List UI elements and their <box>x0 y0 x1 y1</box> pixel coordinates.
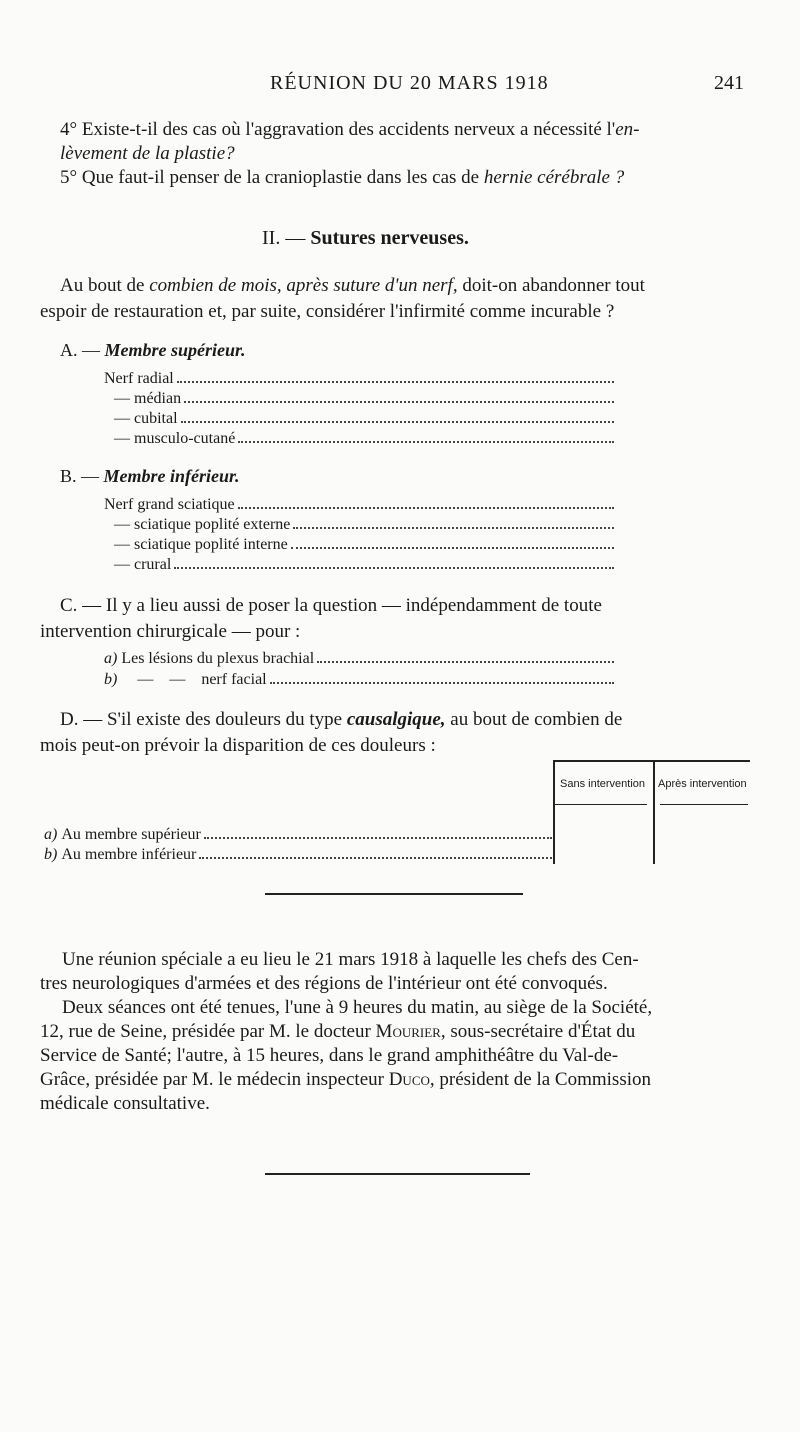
q4-italic: en- <box>615 119 640 140</box>
closing-p2-line-3: Service de Santé; l'autre, à 15 heures, dans le grand amphithéâtre du Val-de- <box>40 1045 619 1066</box>
q4-text: Existe-t-il des cas où l'aggravation des accidents nerveux a nécessité l' <box>81 119 616 140</box>
question-5 <box>60 164 624 191</box>
closing-p2-line-2 <box>40 1018 635 1045</box>
question-4-line-1 <box>60 116 640 143</box>
intro-italic-2: après <box>286 275 329 296</box>
leader-dots <box>184 400 614 403</box>
intro-italic-3: suture d'un nerf, <box>333 275 458 296</box>
list-item-label: — sciatique poplité externe <box>114 516 291 533</box>
table-col-divider <box>553 760 555 864</box>
closing-p1-line-2: tres neurologiques d'armées et des régions de l'intérieur ont été convoqués. <box>40 973 608 994</box>
closing-p2-line-4 <box>40 1066 651 1093</box>
part-d-rows <box>44 826 552 866</box>
page-number: 241 <box>714 72 744 94</box>
leader-dots <box>204 836 552 839</box>
part-b-label: B. — <box>60 466 100 486</box>
leader-dots <box>270 681 614 684</box>
list-item <box>114 390 614 410</box>
leader-dots <box>317 660 614 663</box>
list-item-label: — médian <box>114 390 182 407</box>
section-number: II. — <box>262 227 306 249</box>
list-item <box>104 671 614 692</box>
question-4-line-2: lèvement de la plastie? <box>60 143 235 164</box>
list-item-label: — crural <box>114 556 172 573</box>
table-row <box>44 826 552 846</box>
intro-text-2: doit-on abandonner tout <box>462 275 645 296</box>
header-year: 1918 <box>504 72 549 94</box>
part-d-text: D. — S'il existe des douleurs du type <box>60 709 343 730</box>
list-item <box>114 410 614 430</box>
list-item-label: — musculo-cutané <box>114 430 236 447</box>
person-name: Duco, <box>388 1069 435 1090</box>
part-c-list <box>104 650 614 692</box>
part-d-line-2: mois peut-on prévoir la disparition de ces douleurs : <box>40 735 436 756</box>
part-d-italic: causalgique, <box>346 709 446 730</box>
part-b-heading <box>60 466 240 487</box>
item-letter: a) <box>104 650 118 667</box>
leader-dots <box>199 856 552 859</box>
q5-text: Que faut-il penser de la cranioplastie dans les cas de <box>81 167 480 188</box>
part-c-line-1: C. — Il y a lieu aussi de poser la question — indépendamment de toute <box>60 595 602 616</box>
header-day: 20 <box>409 72 432 94</box>
table-header-rule <box>660 804 748 805</box>
list-item-label: Les lésions du plexus brachial <box>121 650 315 667</box>
table-header-sans: Sans intervention <box>560 778 645 790</box>
closing-p2-line-1: Deux séances ont été tenues, l'une à 9 heures du matin, au siège de la Société, <box>62 997 653 1018</box>
closing-text-2: sous-secrétaire d'État du <box>450 1021 636 1042</box>
part-a-heading <box>60 340 246 361</box>
leader-dots <box>181 420 614 423</box>
row-label: Au membre inférieur <box>61 846 197 863</box>
part-c-line-2: intervention chirurgicale — pour : <box>40 621 301 642</box>
leader-dots <box>238 506 614 509</box>
list-item <box>114 556 614 576</box>
section-separator <box>265 893 523 895</box>
list-item <box>114 536 614 556</box>
item-letter: b) <box>104 671 118 688</box>
person-name: Mourier, <box>375 1021 446 1042</box>
q5-italic: hernie cérébrale <box>483 167 610 188</box>
table-row <box>44 846 552 866</box>
part-d-text-2: au bout de combien de <box>450 709 623 730</box>
intro-text-1: Au bout de <box>60 275 145 296</box>
closing-p1-line-1: Une réunion spéciale a eu lieu le 21 mars 1918 à laquelle les chefs des Cen- <box>62 949 639 970</box>
row-label: Au membre supérieur <box>61 826 201 843</box>
list-item-label: — cubital <box>114 410 178 427</box>
leader-dots <box>174 566 614 569</box>
header-prefix: RÉUNION DU <box>270 72 404 94</box>
leader-dots <box>291 546 614 549</box>
part-a-title: Membre supérieur. <box>104 340 246 360</box>
list-item <box>104 650 614 671</box>
q4-number: 4° <box>60 119 78 140</box>
part-b-list <box>104 496 614 576</box>
part-b-title: Membre inférieur. <box>103 466 240 486</box>
table-header-rule <box>555 804 647 805</box>
section-intro-line-1 <box>60 272 645 299</box>
table-col-divider <box>653 760 655 864</box>
end-separator <box>265 1173 530 1175</box>
list-item <box>114 516 614 536</box>
closing-text: Grâce, présidée par M. le médecin inspecteur <box>40 1069 384 1090</box>
row-letter: a) <box>44 826 58 843</box>
part-d-line-1 <box>60 706 622 733</box>
list-item <box>104 370 614 390</box>
running-header <box>270 72 549 95</box>
closing-text-2: président de la Commission <box>439 1069 651 1090</box>
closing-p2-line-5: médicale consultative. <box>40 1093 210 1114</box>
list-item <box>114 430 614 450</box>
list-item-label: — — nerf facial <box>137 671 267 688</box>
list-item <box>104 496 614 516</box>
section-title <box>262 227 469 250</box>
q5-number: 5° <box>60 167 78 188</box>
intro-italic-1: combien de mois, <box>149 275 282 296</box>
closing-text: 12, rue de Seine, présidée par M. le docteur <box>40 1021 371 1042</box>
list-item-label: Nerf radial <box>104 370 174 387</box>
list-item-label: — sciatique poplité interne <box>114 536 288 553</box>
table-top-rule <box>553 760 750 762</box>
part-a-list <box>104 370 614 450</box>
header-month: MARS <box>437 72 499 94</box>
list-item-label: Nerf grand sciatique <box>104 496 235 513</box>
leader-dots <box>238 440 614 443</box>
section-heading: Sutures nerveuses. <box>310 227 469 249</box>
section-intro-line-2: espoir de restauration et, par suite, considérer l'infirmité comme incurable ? <box>40 301 615 322</box>
table-header-apres: Après intervention <box>658 778 747 790</box>
q5-end: ? <box>614 167 625 188</box>
row-letter: b) <box>44 846 58 863</box>
leader-dots <box>177 380 614 383</box>
leader-dots <box>293 526 614 529</box>
part-a-label: A. — <box>60 340 100 360</box>
